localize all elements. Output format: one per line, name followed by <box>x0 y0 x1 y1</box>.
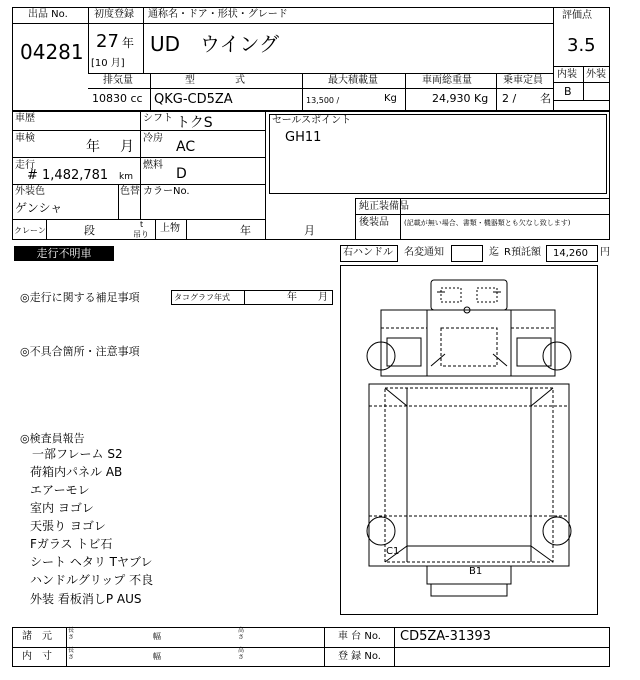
mileage-value: # 1,482,781 <box>27 168 109 183</box>
report-line: シート ヘタリ Tヤブレ <box>30 555 153 569</box>
exterior-color: ゲンシャ <box>15 201 63 215</box>
divider <box>12 157 265 158</box>
name-change-label: 名変通知 <box>404 247 444 258</box>
inspection-label: 車検 <box>15 133 35 144</box>
report-line: エアーモレ <box>30 483 90 497</box>
divider <box>496 73 497 111</box>
report-line: 室内 ヨゴレ <box>30 501 94 515</box>
divider <box>302 73 303 111</box>
deposit-label: R預託額 <box>504 247 541 258</box>
aftermarket-note: (記載が無い場合、書類・機器類とも欠なし致します) <box>404 219 571 227</box>
divider <box>155 219 156 240</box>
upper-year: 年 <box>240 224 251 237</box>
mileage-label: 走行 <box>15 160 35 171</box>
shift-label: シフト <box>143 113 173 124</box>
capacity: 2 / <box>502 92 517 105</box>
model-label: 型 式 <box>185 75 245 86</box>
report-line: 荷箱内パネル AB <box>30 465 123 479</box>
color-code-label: カラーNo. <box>143 186 190 197</box>
upper-month: 月 <box>304 224 315 237</box>
divider <box>150 73 151 111</box>
model-code: QKG-CD5ZA <box>154 92 233 107</box>
chassis-label: 車 台 No. <box>338 631 381 642</box>
divider <box>118 184 119 219</box>
crane-t: t <box>140 220 144 229</box>
exterior-color-label: 外装色 <box>15 186 45 197</box>
registration-month: [10 月] <box>91 58 125 69</box>
tachograph-year: 年 <box>287 292 297 303</box>
interior-grade: B <box>564 85 572 98</box>
registration-year: 27 <box>96 31 119 52</box>
report-line: 一部フレーム S2 <box>32 447 123 461</box>
capacity-unit: 名 <box>540 92 551 105</box>
registration-label: 登 録 No. <box>338 651 381 662</box>
aircon-label: 冷房 <box>143 133 163 144</box>
history-label: 車歴 <box>15 113 35 124</box>
report-line: 外装 看板消しP AUS <box>30 592 142 606</box>
score-value: 3.5 <box>567 35 596 56</box>
width-label: 幅 <box>153 632 161 641</box>
max-load-label: 最大積載量 <box>328 75 378 86</box>
aircon-value: AC <box>176 139 196 155</box>
height-label: 高さ <box>238 647 245 661</box>
interior-label: 内装 <box>557 69 577 80</box>
inspector-heading: ◎検査員報告 <box>20 432 85 445</box>
year-unit: 年 <box>122 36 135 50</box>
driving-notes-heading: ◎走行に関する補足事項 <box>20 291 140 304</box>
exterior-label: 外装 <box>586 69 606 80</box>
diagram-mark-c1: C1 <box>386 546 400 557</box>
diagram-mark-b1: B1 <box>469 566 483 577</box>
length-label: 長さ <box>68 647 75 661</box>
name-change-box <box>451 245 483 262</box>
lot-number-label: 出品 No. <box>28 9 68 20</box>
crane-label: クレーン <box>14 226 46 235</box>
divider <box>583 66 584 100</box>
divider <box>355 198 610 199</box>
divider <box>88 88 553 89</box>
upper-label: 上物 <box>160 223 180 234</box>
first-registration-label: 初度登録 <box>94 9 134 20</box>
divider <box>66 627 67 667</box>
shift-value: トクS <box>176 115 213 131</box>
fuel-label: 燃料 <box>143 160 163 171</box>
divider <box>405 73 406 111</box>
divider <box>394 627 395 667</box>
fuel-value: D <box>176 166 187 182</box>
divider <box>553 100 610 101</box>
deposit-unit: 円 <box>600 247 610 258</box>
divider <box>88 23 553 24</box>
defects-heading: ◎不具合箇所・注意事項 <box>20 345 140 358</box>
chassis-number: CD5ZA-31393 <box>400 629 491 644</box>
max-load-unit: Kg <box>384 93 397 104</box>
length-label: 長さ <box>68 627 75 641</box>
divider <box>244 290 245 305</box>
inspection-year: 年 <box>86 139 100 155</box>
max-load: 13,500 / <box>306 96 340 105</box>
specs-row-label: 諸 元 <box>22 631 52 642</box>
divider <box>88 7 89 73</box>
sales-point-value: GH11 <box>285 130 322 145</box>
right-hand-drive: 右ハンドル <box>343 247 393 258</box>
car-name: UD ウイング <box>150 32 280 56</box>
divider <box>12 130 265 131</box>
gross-weight-label: 車両総重量 <box>422 75 472 86</box>
name-label: 通称名・ドア・形状・グレード <box>148 9 288 20</box>
divider <box>12 23 88 24</box>
divider <box>12 219 265 220</box>
score-label: 評価点 <box>562 10 592 21</box>
divider <box>553 82 610 83</box>
aftermarket-label: 後装品 <box>359 217 389 228</box>
deposit-prefix: 迄 <box>489 247 499 258</box>
sales-point-label: セールスポイント <box>272 115 352 126</box>
gross-weight: 24,930 Kg <box>432 92 489 105</box>
divider <box>88 73 553 74</box>
crane-hoist: 吊り <box>133 230 149 239</box>
inspection-month: 月 <box>120 139 134 155</box>
divider <box>265 111 266 240</box>
displacement: 10830 cc <box>92 92 143 105</box>
truck-diagram-icon <box>341 266 597 614</box>
tachograph-label: タコグラフ年式 <box>174 293 230 302</box>
report-line: ハンドルグリップ 不良 <box>30 573 154 587</box>
divider <box>355 214 610 215</box>
divider <box>12 184 265 185</box>
divider <box>553 66 610 67</box>
inner-dims-row-label: 内 寸 <box>22 651 52 662</box>
color-change-label: 色替 <box>120 186 140 197</box>
divider <box>324 627 325 667</box>
width-label: 幅 <box>153 652 161 661</box>
capacity-label: 乗車定員 <box>503 75 543 86</box>
tachograph-month: 月 <box>318 292 328 303</box>
mileage-unit: km <box>119 172 133 182</box>
displacement-label: 排気量 <box>103 75 133 86</box>
divider <box>553 7 554 111</box>
report-line: Fガラス トビ石 <box>30 537 113 551</box>
no-run-banner: 走行不明車 <box>14 246 114 261</box>
report-line: 天張り ヨゴレ <box>30 519 106 533</box>
divider <box>143 7 144 73</box>
height-label: 高さ <box>238 627 245 641</box>
standard-equipment-label: 純正装備品 <box>359 201 409 212</box>
deposit-amount: 14,260 <box>553 248 588 259</box>
divider <box>186 219 187 240</box>
divider <box>46 219 47 240</box>
divider <box>12 647 610 648</box>
lot-number: 04281 <box>20 40 84 64</box>
crane-steps: 段 <box>84 224 95 237</box>
divider <box>355 198 356 240</box>
divider <box>140 111 141 219</box>
